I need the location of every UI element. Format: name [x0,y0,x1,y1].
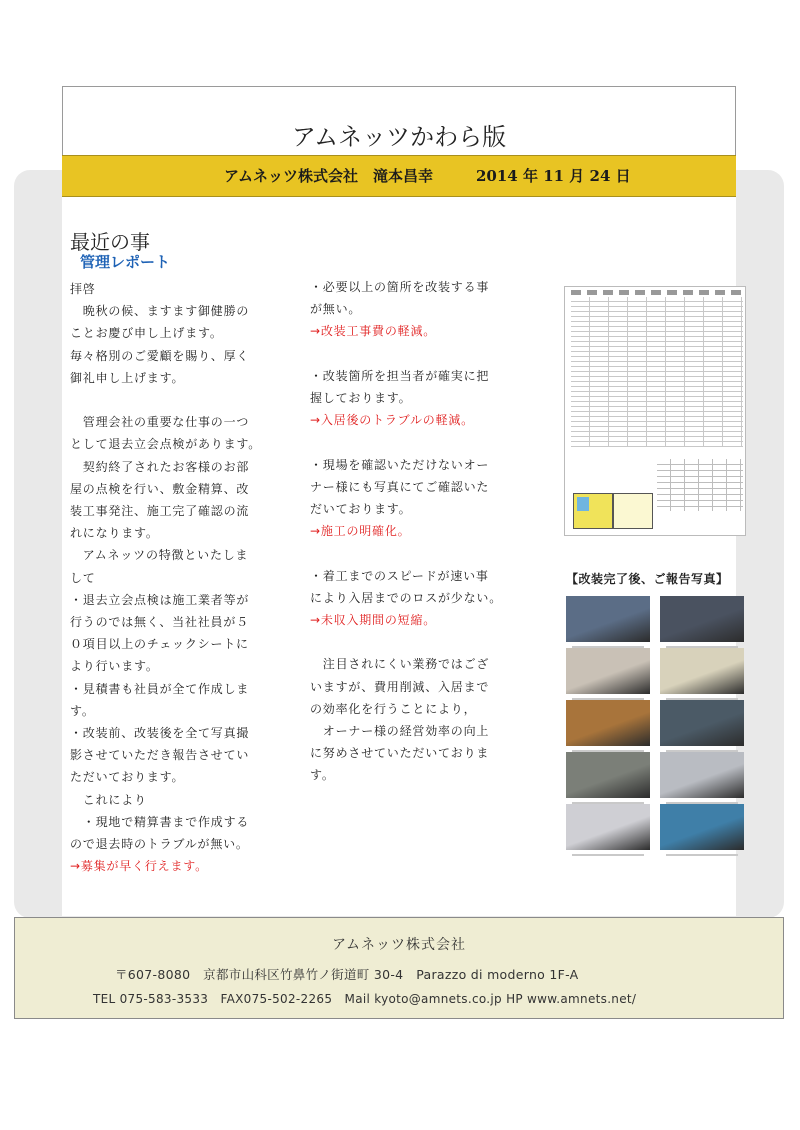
text-line: ・退去立会点検は施工業者等が [70,592,250,607]
footer-address: 〒607-8080 京都市山科区竹鼻竹ノ街道町 30-4 Parazzo di moderno 1F-A [115,967,579,982]
text-line: ・必要以上の箇所を改装する事 [310,280,490,294]
footer-contact: TEL 075-583-3533 FAX075-502-2265 Mail kyoto@amnets.co.jp HP www.amnets.net/ [93,992,637,1006]
text-line [310,343,502,365]
report-photo [566,700,650,746]
text-line: 毎々格別のご愛顧を賜り、厚く [70,348,250,363]
text-line: 晩秋の候、ますます御健勝の [70,304,250,319]
section-subtitle: 管理レポート [80,253,171,271]
highlight-line: →改装工事費の軽減。 [310,324,437,339]
text-line: 拝啓 [70,282,96,296]
text-line: 行うのでは無く、当社社員が５ [70,615,249,630]
report-photo [566,804,650,850]
text-line: 屋の点検を行い、敷金精算、改 [70,481,250,496]
text-line: より行います。 [70,659,159,674]
text-line: ・改装前、改装後を全て写真撮 [70,726,250,741]
text-line: ただいております。 [70,770,185,785]
photos-title: 【改装完了後、ご報告写真】 [566,572,729,586]
report-photo [660,648,744,694]
author-bar [62,155,736,197]
text-line: ナー様にも写真にてご確認いた [310,479,490,494]
article-column-left [70,278,261,877]
text-line: ことお慶び申し上げます。 [70,326,223,341]
checklist-sheet-image [564,286,746,536]
report-photo [566,596,650,642]
text-line: 御礼申し上げます。 [70,370,185,385]
text-line: ・見積書も社員が全て作成しま [70,681,250,696]
text-line: ・現場を確認いただけないオー [310,457,490,472]
text-line: して [70,570,96,585]
footer [14,917,784,1019]
text-line: ので退去時のトラブルが無い。 [70,837,249,852]
highlight-line: →未収入期間の短縮。 [310,613,437,628]
text-line: 装工事発注、施工完了確認の流 [70,504,250,519]
text-line: の効率化を行うことにより， [310,701,477,716]
text-line: ０項目以上のチェックシートに [70,637,249,652]
text-line: 握しております。 [310,391,412,406]
text-line [310,631,502,653]
text-line: オーナー様の経営効率の向上 [310,724,490,739]
text-line: アムネッツの特徴といたしま [70,548,249,563]
text-line [310,431,502,453]
report-photo-grid [566,596,746,861]
text-line: が無い。 [310,302,362,317]
highlight-line: →入居後のトラブルの軽減。 [310,413,474,428]
text-line: れになります。 [70,526,159,541]
footer-company: アムネッツ株式会社 [331,937,467,953]
text-line: として退去立会点検があります。 [70,437,262,452]
highlight-line: →施工の明確化。 [310,524,411,539]
text-line: いますが、費用削減、入居まで [310,679,490,694]
text-line: これにより [70,792,147,807]
report-photo [660,700,744,746]
text-line: 注目されにくい業務ではござ [310,657,490,672]
text-line: ・改装箇所を担当者が確実に把 [310,368,490,383]
text-line: だいております。 [310,502,412,517]
text-line [310,542,502,564]
text-line: により入居までのロスが少ない。 [310,590,503,605]
text-line: す。 [310,768,335,783]
section-title: 最近の事 [70,230,150,254]
newsletter-title: アムネッツかわら版 [291,123,507,151]
report-photo [660,596,744,642]
text-line: 影させていただき報告させてい [70,748,250,763]
text-line: ・着工までのスピードが速い事 [310,568,489,583]
issue-date: 2014 年 11 月 24 日 [476,167,631,185]
article-column-right [310,276,502,787]
highlight-line: →募集が早く行えます。 [70,859,208,874]
report-photo [566,752,650,798]
report-photo [660,752,744,798]
report-photo [660,804,744,850]
text-line: 管理会社の重要な仕事の一つ [70,415,250,430]
text-line: ・現地で精算書まで作成する [70,814,250,829]
text-line: に努めさせていただいておりま [310,746,490,761]
newsletter-header [62,86,736,194]
text-line [70,389,261,411]
report-photo [566,648,650,694]
text-line: す。 [70,703,95,718]
company-author: アムネッツ株式会社 滝本昌幸 [224,167,433,185]
text-line: 契約終了されたお客様のお部 [70,459,250,474]
